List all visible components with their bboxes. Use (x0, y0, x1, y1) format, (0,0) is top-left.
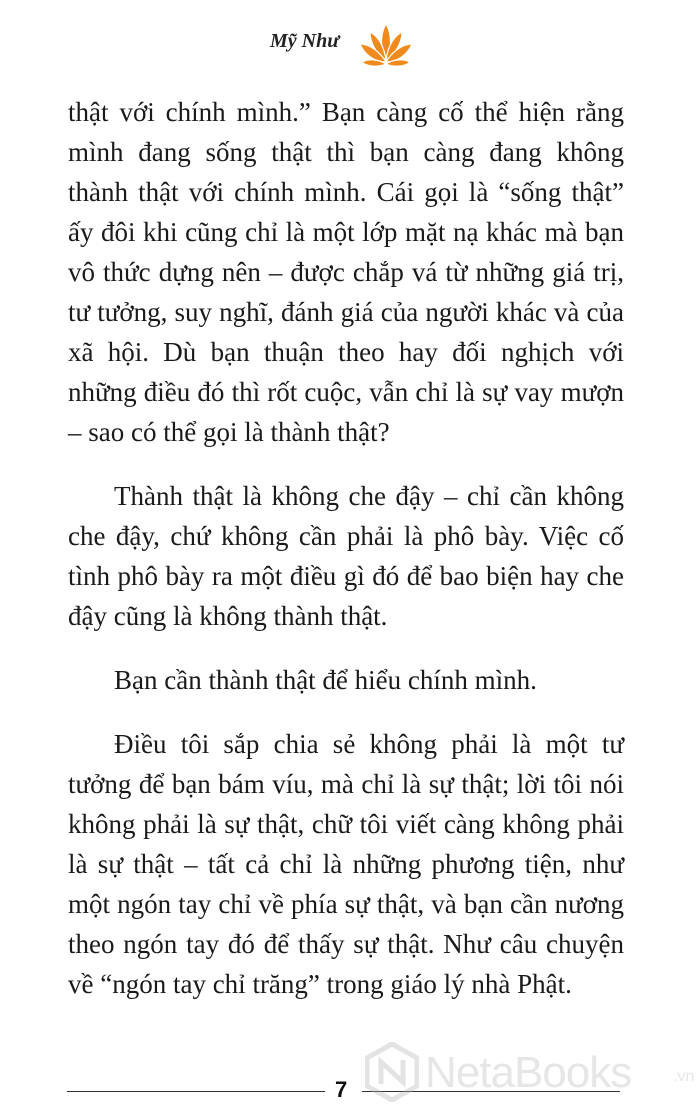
netabooks-logo-icon (365, 1042, 419, 1102)
page-body (68, 92, 624, 1028)
footer-rule-left (67, 1091, 325, 1092)
paragraph: Điều tôi sắp chia sẻ không phải là một tư tưởng để bạn bám víu, mà chỉ là sự thật; lời tôi nói không phải là sự thật, chữ tôi viết càng không phải là sự thật – tất cả chỉ là những phương tiện, như một ngón tay chỉ về phía sự thật, và bạn cần nương theo ngón tay đó để thấy sự thật. Như câu chuyện về “ngón tay chỉ trăng” trong giáo lý nhà Phật. (68, 729, 624, 999)
page-number: 7 (335, 1077, 348, 1102)
paragraph: Bạn cần thành thật để hiểu chính mình. (114, 665, 537, 695)
paragraph: thật với chính mình.” Bạn càng cố thể hiện rằng mình đang sống thật thì bạn càng đang không thành thật với chính mình. Cái gọi là “sống thật” ấy đôi khi cũng chỉ là một lớp mặt nạ khác mà bạn vô thức dựng nên – được chắp vá từ những giá trị, tư tưởng, suy nghĩ, đánh giá của người khác và của xã hội. Dù bạn thuận theo hay đối nghịch với những điều đó thì rốt cuộc, vẫn chỉ là sự vay mượn – sao có thể gọi là thành thật? (68, 97, 624, 447)
page-header (0, 20, 700, 72)
watermark (365, 1040, 700, 1106)
paragraph: Thành thật là không che đậy – chỉ cần không che đậy, chứ không cần phải là phô bày. Việc cố tình phô bày ra một điều gì đó để bao biện hay che đậy cũng là không thành thật. (68, 481, 624, 631)
lotus-icon (356, 20, 416, 72)
watermark-text: NetaBooks (425, 1048, 632, 1097)
watermark-suffix: .vn (673, 1068, 695, 1085)
author-name: Mỹ Như (270, 30, 340, 52)
